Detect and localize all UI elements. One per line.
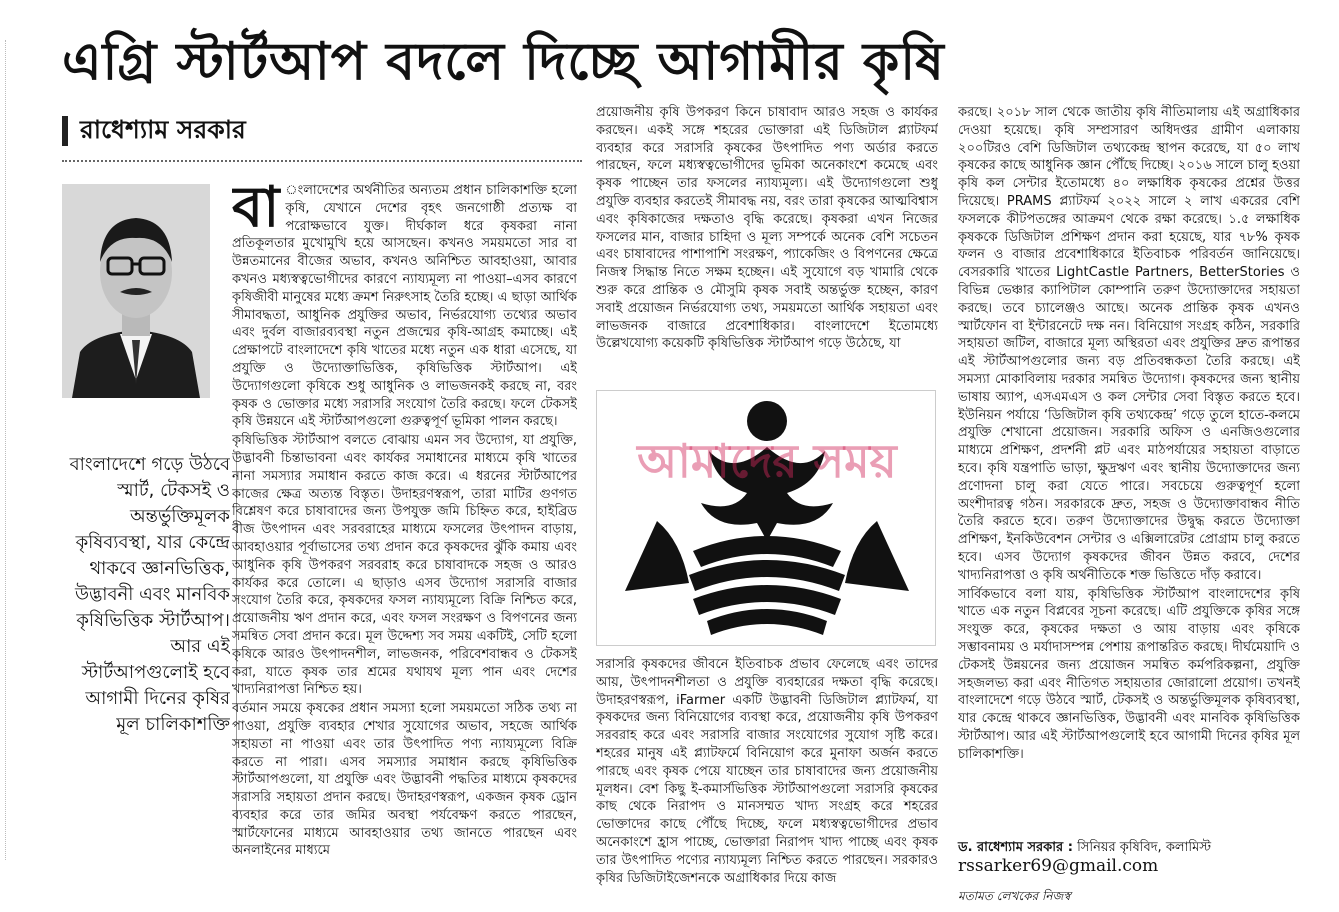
left-margin-edge: [0, 40, 6, 860]
paragraph: বর্তমান সময়ে কৃষকের প্রধান সমস্যা হলো সময়মতো সঠিক তথ্য না পাওয়া, প্রযুক্তি ব্যবহার শেখার সুযোগের অভাব, সহজে আর্থিক সহায়তা না পাওয়া এবং তার উৎপাদিত পণ্য ন্যায্যমূল্যে বিক্রি করতে না পারা। এসব সমস্যার সমাধান করছে কৃষিভিত্তিক স্টার্টআপগুলো, যা প্রযুক্তি এবং উদ্ভাবনী পদ্ধতির মাধ্যমে কৃষকদের সরাসরি সহায়তা প্রদান করছে। উদাহরণস্বরূপ, একজন কৃষক ড্রোন ব্যবহার করে তার জমির অবস্থা পর্যবেক্ষণ করতে পারছেন, স্মার্টফোনের মাধ্যমে আবহাওয়ার তথ্য জানতে পারছেন এবং অনলাইনের মাধ্যমে: [232, 701, 577, 859]
author-byline: [958, 838, 1338, 858]
byline-name: ড. রাধেশ্যাম সরকার :: [958, 840, 1073, 855]
article-column-1: [232, 182, 577, 912]
drop-cap: বা: [232, 182, 280, 240]
paragraph: সরাসরি কৃষকদের জীবনে ইতিবাচক প্রভাব ফেলেছে এবং তাদের আয়, উৎপাদনশীলতা ও প্রযুক্তি ব্যবহারের দক্ষতা বৃদ্ধি করেছে। উদাহরণস্বরূপ, iFarmer একটি উদ্ভাবনী ডিজিটাল প্ল্যাটফর্ম, যা কৃষকদের জন্য বিনিয়োগের ব্যবস্থা করে, প্রয়োজনীয় কৃষি উপকরণ সরবরাহ করে এবং সরাসরি বাজার সংযোগের সুযোগ সৃষ্টি করে। শহরের মানুষ এই প্ল্যাটফর্মে বিনিয়োগ করে মুনাফা অর্জন করতে পারছে এবং কৃষক পেয়ে যাচ্ছেন তার চাষাবাদের জন্য প্রয়োজনীয় মূলধন। বেশ কিছু ই-কমার্সভিত্তিক স্টার্টআপগুলো সরাসরি কৃষকের কাছ থেকে নিরাপদ ও মানসম্মত খাদ্য সংগ্রহ করে শহরের ভোক্তাদের কাছে পৌঁছে দিচ্ছে, ফলে মধ্যস্বত্বভোগীদের প্রভাব অনেকাংশে হ্রাস পাচ্ছে, ভোক্তারা নিরাপদ খাদ্য পাচ্ছে এবং কৃষক তার উৎপাদিত পণ্যের ন্যায্যমূল্য নিশ্চিত করতে পারছেন। সরকারও কৃষির ডিজিটাইজেশনকে অগ্রাধিকার দিয়ে কাজ: [596, 657, 938, 886]
author-name: রাধেশ্যাম সরকার: [80, 114, 246, 144]
author-portrait-icon: [62, 184, 210, 398]
paragraph: [232, 182, 577, 431]
author-line: [62, 112, 582, 150]
top-cropped-text-strip: [0, 0, 1339, 14]
illustration-box: [596, 390, 936, 646]
paragraph: সার্বিকভাবে বলা যায়, কৃষিভিত্তিক স্টার্টআপ বাংলাদেশের কৃষি খাতে এক নতুন বিপ্লবের সূচনা করেছে। এটি প্রযুক্তিকে কৃষির সঙ্গে সংযুক্ত করে, কৃষকের দক্ষতা ও আয় বাড়ায় এবং কৃষিকে সম্ভাবনাময় ও মর্যাদাসম্পন্ন পেশায় রূপান্তরিত করছে। দীর্ঘমেয়াদি ও টেকসই উন্নয়নের জন্য প্রয়োজন সমন্বিত কর্মপরিকল্পনা, প্রযুক্তি সহজলভ্য করা এবং নীতিগত সহায়তার জোরালো প্রয়োগ। তখনই বাংলাদেশে গড়ে উঠবে স্মার্ট, টেকসই ও অন্তর্ভুক্তিমূলক কৃষিব্যবস্থা, যার কেন্দ্রে থাকবে জ্ঞানভিত্তিক, উদ্ভাবনী এবং মানবিক কৃষিভিত্তিক স্টার্টআপ। আর এই স্টার্টআপগুলোই হবে আগামী দিনের কৃষির মূল চালিকাশক্তি।: [958, 586, 1300, 762]
paragraph: প্রয়োজনীয় কৃষি উপকরণ কিনে চাষাবাদ আরও সহজ ও কার্যকর করছেন। একই সঙ্গে শহরের ভোক্তারা এই ডিজিটাল প্ল্যাটফর্ম ব্যবহার করে সরাসরি কৃষকের উৎপাদিত পণ্য অর্ডার করতে পারছেন, ফলে মধ্যস্বত্বভোগীদের ভূমিকা অনেকাংশে কমেছে এবং কৃষক পাচ্ছেন তার ফসলের ন্যায্যমূল্য। এই উদ্যোগগুলো শুধু প্রযুক্তি ব্যবহার করতেই সীমাবদ্ধ নয়, বরং তারা কৃষকের আত্মবিশ্বাস এবং কৃষিকাজের দক্ষতাও বৃদ্ধি করেছে। কৃষকরা এখন নিজের ফসলের মান, বাজার চাহিদা ও মূল্য সম্পর্কে অনেক বেশি সচেতন এবং চাষাবাদের পাশাপাশি সংরক্ষণ, প্যাকেজিং ও বিপণনের ক্ষেত্রে নিজস্ব সিদ্ধান্ত নিতে সক্ষম হচ্ছেন। এই সুযোগে বড় খামারি থেকে শুরু করে প্রান্তিক ও মৌসুমি কৃষক সবাই অন্তর্ভুক্ত হচ্ছেন, কারণ সবাই প্রয়োজন নির্ভরযোগ্য তথ্য, সময়মতো আর্থিক সহায়তা এবং লাভজনক বাজারে প্রবেশাধিকার। বাংলাদেশে ইতোমধ্যে উল্লেখযোগ্য কয়েকটি কৃষিভিত্তিক স্টার্টআপ গড়ে উঠেছে, যা: [596, 105, 938, 352]
watermark: আমাদের সময়: [637, 434, 897, 488]
dotted-divider: [62, 160, 582, 162]
article-column-2-bottom: [596, 656, 938, 912]
headline: এগ্রি স্টার্টআপ বদলে দিচ্ছে আগামীর কৃষি: [62, 31, 945, 92]
paragraph: করছে। ২০১৮ সাল থেকে জাতীয় কৃষি নীতিমালায় এই অগ্রাধিকার দেওয়া হয়েছে। কৃষি সম্প্রসারণ অধিদপ্তর গ্রামীণ এলাকায় ২০০টিরও বেশি ডিজিটাল তথ্যকেন্দ্র স্থাপন করেছে, যা ৫০ লাখ কৃষকের কাছে আধুনিক জ্ঞান পৌঁছে দিচ্ছে। ২০১৬ সালে চালু হওয়া কৃষি কল সেন্টার ইতোমধ্যে ৪০ লক্ষাধিক কৃষকের প্রশ্নের উত্তর দিয়েছে। PRAMS প্ল্যাটফর্ম ২০২২ সালে ২ লাখ একরের বেশি ফসলকে কীটপতঙ্গের আক্রমণ থেকে রক্ষা করেছে। ১.৫ লক্ষাধিক কৃষককে ডিজিটাল প্রশিক্ষণ প্রদান করা হয়েছে, যার ৭৮% কৃষক ফলন ও বাজার প্রবেশাধিকারে ইতিবাচক পরিবর্তন জানিয়েছে। বেসরকারি খাতের LightCastle Partners, BetterStories ও বিভিন্ন ভেঞ্চার ক্যাপিটাল কোম্পানি তরুণ উদ্যোক্তাদের সহায়তা করছে। তবে চ্যালেঞ্জও আছে। অনেক প্রান্তিক কৃষক এখনও স্মার্টফোন বা ইন্টারনেটে দক্ষ নন। বিনিয়োগ সংগ্রহ কঠিন, সরকারি সহায়তা জটিল, বাজারে মূল্য অস্থিরতা এবং প্রযুক্তির দ্রুত রূপান্তর এই স্টার্টআপগুলোর জন্য বড় প্রতিবন্ধকতা তৈরি করছে। এই সমস্যা মোকাবিলায় দরকার সমন্বিত উদ্যোগ। কৃষকদের জন্য স্থানীয় ভাষায় অ্যাপ, এসএমএস ও কল সেন্টার সেবা বিস্তৃত করতে হবে। ইউনিয়ন পর্যায়ে ‘ডিজিটাল কৃষি তথ্যকেন্দ্র’ গড়ে তুলে হাতে-কলমে প্রযুক্তি শেখানো প্রয়োজন। সরকারি অফিস ও এনজিওগুলোর মাধ্যমে প্রশিক্ষণ, প্রদর্শনী প্লট এবং মাঠপর্যায়ের সহায়তা বাড়াতে হবে। কৃষি যন্ত্রপাতি ভাড়া, ক্ষুদ্রঋণ এবং স্থানীয় উদ্যোক্তাদের জন্য প্রণোদনা চালু করা যেতে পারে। সবচেয়ে গুরুত্বপূর্ণ হলো অংশীদারত্ব গঠন। সরকারকে দ্রুত, সহজ ও উদ্যোক্তাবান্ধব নীতি তৈরি করতে হবে। তরুণ উদ্যোক্তাদের উদ্বুদ্ধ করতে উদ্যোক্তা প্রশিক্ষণ, ইনকিউবেশন সেন্টার ও এক্সিলারেটর প্রোগ্রাম চালু করতে হবে। এসব উদ্যোগ কৃষকদের জীবন উন্নত করবে, দেশের খাদ্যনিরাপত্তা ও কৃষি অর্থনীতিকে শক্ত ভিত্তিতে দাঁড় করাবে।: [958, 105, 1300, 583]
byline-role: সিনিয়র কৃষিবিদ, কলামিস্ট: [1077, 840, 1212, 855]
paragraph-text: ংলাদেশের অর্থনীতির অন্যতম প্রধান চালিকাশক্তি হলো কৃষি, যেখানে দেশের বৃহৎ জনগোষ্ঠী প্রত্যক্ষ বা পরোক্ষভাবে যুক্ত। দীর্ঘকাল ধরে কৃষকরা নানা প্রতিকূলতার মুখোমুখি হয়ে আসছেন। কখনও সময়মতো সার বা উন্নতমানের বীজের অভাব, কখনও অনিশ্চিত আবহাওয়া, আবার কখনও মধ্যস্বত্বভোগীদের কারণে ন্যায্যমূল্য না পাওয়া–এসব কারণে কৃষিজীবী মানুষের মধ্যে ক্রমশ নিরুৎসাহ তৈরি হচ্ছে। এ ছাড়া আর্থিক সীমাবদ্ধতা, আধুনিক প্রযুক্তির অভাব, নির্ভরযোগ্য তথ্যের অভাব এবং দুর্বল বাজারব্যবস্থা নতুন প্রজন্মের কৃষি-আগ্রহ কমাচ্ছে। এই প্রেক্ষাপটে বাংলাদেশে কৃষি খাতের মধ্যে নতুন এক ধারা এসেছে, যা প্রযুক্তি ও উদ্যোক্তাভিত্তিক, কৃষিভিত্তিক স্টার্টআপ। এই উদ্যোগগুলো কৃষিকে শুধু আধুনিক ও লাভজনকই করছে না, বরং কৃষক ও ভোক্তার মধ্যে সরাসরি সংযোগ তৈরি করছে। ফলে টেকসই কৃষি উন্নয়নে এই স্টার্টআপগুলো গুরুত্বপূর্ণ ভূমিকা পালন করছে।: [232, 183, 577, 430]
pull-quote: বাংলাদেশে গড়ে উঠবে স্মার্ট, টেকসই ও অন্তর্ভুক্তিমূলক কৃষিব্যবস্থা, যার কেন্দ্রে থাকবে জ্ঞানভিত্তিক, উদ্ভাবনী এবং মানবিক কৃষিভিত্তিক স্টার্টআপ। আর এই স্টার্টআপগুলোই হবে আগামী দিনের কৃষির মূল চালিকাশক্তি: [69, 454, 230, 735]
opinion-disclaimer: মতামত লেখকের নিজস্ব: [958, 889, 1071, 903]
article-column-2-top: [596, 104, 938, 380]
paragraph: কৃষিভিত্তিক স্টার্টআপ বলতে বোঝায় এমন সব উদ্যোগ, যা প্রযুক্তি, উদ্ভাবনী চিন্তাভাবনা এবং কার্যকর সমাধানের মাধ্যমে কৃষি খাতের নানা সমস্যার সমাধান করতে কাজ করে। এ ধরনের স্টার্টআপের কাজের ক্ষেত্র অত্যন্ত বিস্তৃত। উদাহরণস্বরূপ, তারা মাটির গুণগত বিশ্লেষণ করে চাষাবাদের জন্য উপযুক্ত জমি চিহ্নিত করে, হাইব্রিড বীজ উৎপাদন এবং সরবরাহের মাধ্যমে ফসলের উৎপাদন বাড়ায়, আবহাওয়ার পূর্বাভাসের তথ্য প্রদান করে কৃষকদের ঝুঁকি কমায় এবং আধুনিক কৃষি উপকরণ সরবরাহ করে চাষাবাদকে সহজ ও আরও কার্যকর করে তোলে। এ ছাড়াও এসব উদ্যোগ সরাসরি বাজার সংযোগ তৈরি করে, কৃষকদের ফসল ন্যায্যমূল্যে বিক্রি নিশ্চিত করে, প্রয়োজনীয় ঋণ প্রদান করে, এবং ফসল সংরক্ষণ ও বিপণনের জন্য সমন্বিত সেবা প্রদান করে। মূল উদ্দেশ্য সব সময় একটিই, সেটি হলো কৃষিকে আরও উৎপাদনশীল, লাভজনক, পরিবেশবান্ধব ও টেকসই করা, যাতে কৃষক তার শ্রমের যথাযথ মূল্য পান এবং দেশের খাদ্যনিরাপত্তা নিশ্চিত হয়।: [232, 433, 577, 698]
author-bar-decoration: [62, 116, 68, 146]
author-photo: [62, 184, 210, 398]
article-column-3: [958, 104, 1300, 834]
author-email: rssarker69@gmail.com: [958, 856, 1159, 876]
